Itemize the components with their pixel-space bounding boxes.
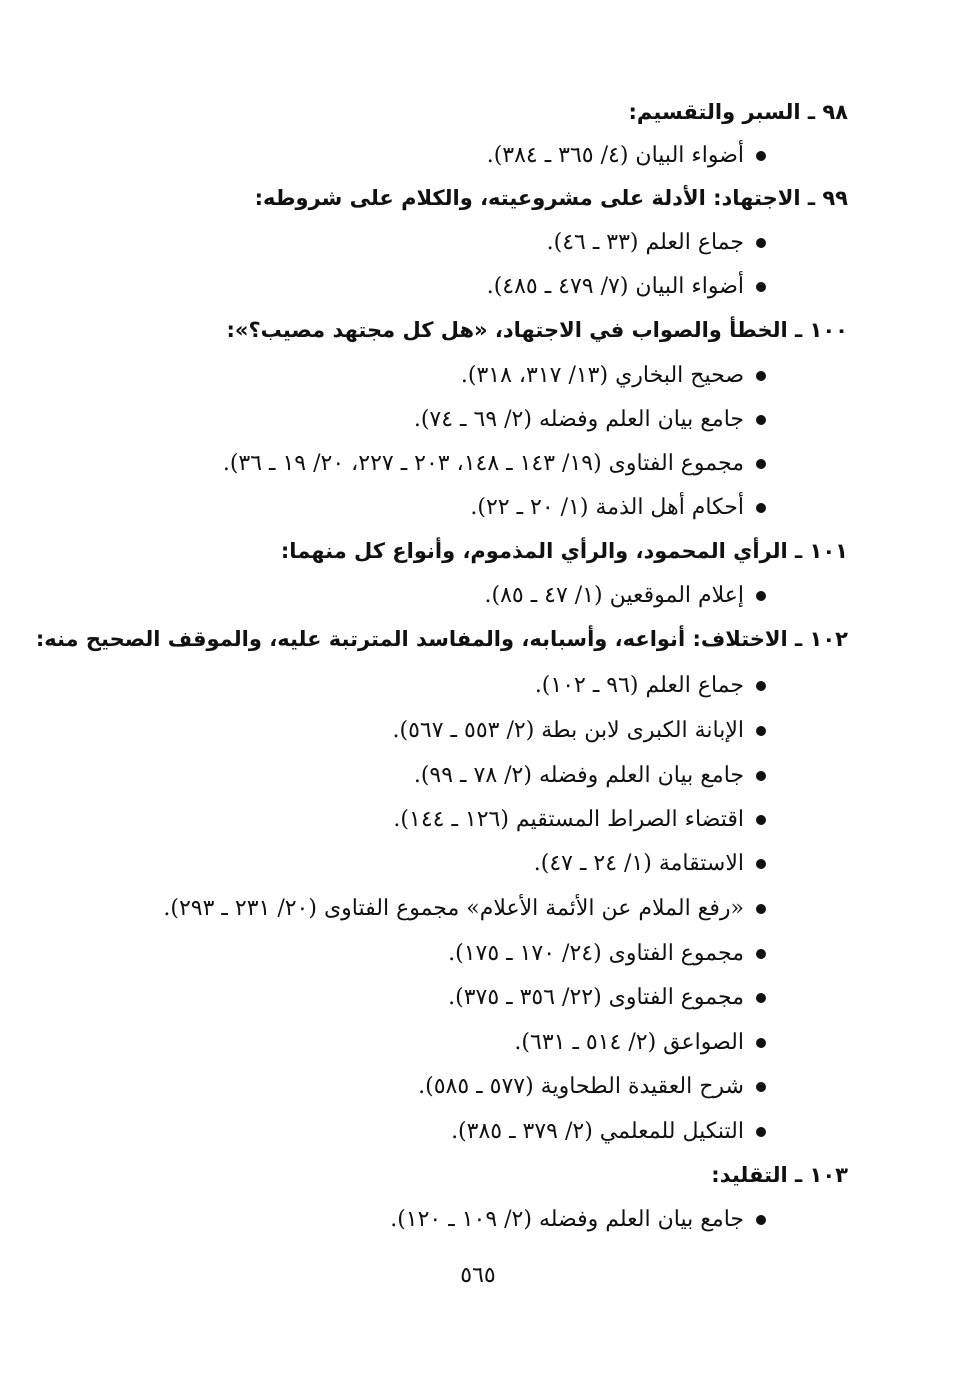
- bullet-icon: [756, 1215, 766, 1225]
- reference-text: أضواء البيان (٤/ ٣٦٥ ـ ٣٨٤).: [486, 143, 744, 168]
- reference-item: [487, 145, 766, 167]
- reference-text: اقتضاء الصراط المستقيم (١٢٦ ـ ١٤٤).: [393, 807, 744, 832]
- reference-item: [487, 276, 766, 298]
- page-number: ٥٦٥: [460, 1263, 496, 1288]
- bullet-icon: [756, 1082, 766, 1092]
- section-heading: ٩٨ ـ السبر والتقسيم:: [628, 100, 848, 124]
- reference-item: [470, 497, 766, 519]
- bullet-icon: [756, 681, 766, 691]
- reference-text: أضواء البيان (٧/ ٤٧٩ ـ ٤٨٥).: [486, 274, 744, 299]
- bullet-icon: [756, 771, 766, 781]
- bullet-icon: [756, 503, 766, 513]
- reference-item: [461, 365, 766, 387]
- reference-item: [547, 232, 766, 254]
- reference-text: مجموع الفتاوى (٢٢/ ٣٥٦ ـ ٣٧٥).: [448, 985, 744, 1010]
- reference-text: جماع العلم (٣٣ ـ ٤٦).: [546, 230, 744, 255]
- reference-text: التنكيل للمعلمي (٢/ ٣٧٩ ـ ٣٨٥).: [451, 1119, 744, 1144]
- reference-item: [223, 453, 766, 475]
- reference-text: جامع بيان العلم وفضله (٢/ ١٠٩ ـ ١٢٠).: [390, 1207, 744, 1232]
- section-heading: ١٠٢ ـ الاختلاف: أنواعه، وأسبابه، والمفاسد المترتبة عليه، والموقف الصحيح منه:: [35, 627, 848, 651]
- bullet-icon: [756, 1038, 766, 1048]
- bullet-icon: [756, 371, 766, 381]
- bullet-icon: [756, 859, 766, 869]
- section-heading: ١٠١ ـ الرأي المحمود، والرأي المذموم، وأنواع كل منهما:: [280, 539, 848, 563]
- reference-item: [414, 409, 766, 431]
- reference-item: [414, 765, 766, 787]
- reference-item: [451, 1121, 766, 1143]
- bullet-icon: [756, 282, 766, 292]
- bullet-icon: [756, 904, 766, 914]
- bullet-icon: [756, 993, 766, 1003]
- bullet-icon: [756, 415, 766, 425]
- reference-text: صحيح البخاري (١٣/ ٣١٧، ٣١٨).: [460, 363, 744, 388]
- reference-text: شرح العقيدة الطحاوية (٥٧٧ ـ ٥٨٥).: [418, 1074, 744, 1099]
- bullet-icon: [756, 726, 766, 736]
- reference-text: الإبانة الكبرى لابن بطة (٢/ ٥٥٣ ـ ٥٦٧).: [392, 718, 744, 743]
- reference-text: إعلام الموقعين (١/ ٤٧ ـ ٨٥).: [484, 583, 744, 608]
- section-heading: ٩٩ ـ الاجتهاد: الأدلة على مشروعيته، والكلام على شروطه:: [254, 186, 848, 210]
- bullet-icon: [756, 1127, 766, 1137]
- reference-text: أحكام أهل الذمة (١/ ٢٠ ـ ٢٢).: [470, 495, 744, 520]
- reference-item: [418, 1076, 766, 1098]
- section-heading: ١٠٠ ـ الخطأ والصواب في الاجتهاد، «هل كل مجتهد مصيب؟»:: [226, 318, 848, 342]
- reference-text: مجموع الفتاوى (٢٤/ ١٧٠ ـ ١٧٥).: [448, 941, 744, 966]
- bullet-icon: [756, 238, 766, 248]
- reference-item: [484, 585, 766, 607]
- reference-text: الاستقامة (١/ ٢٤ ـ ٤٧).: [533, 851, 744, 876]
- reference-item: [163, 898, 766, 920]
- bullet-icon: [756, 949, 766, 959]
- reference-text: الصواعق (٢/ ٥١٤ ـ ٦٣١).: [514, 1030, 744, 1055]
- reference-item: [390, 1209, 766, 1231]
- reference-item: [448, 987, 766, 1009]
- reference-item: [514, 1032, 766, 1054]
- reference-item: [448, 943, 766, 965]
- bullet-icon: [756, 151, 766, 161]
- reference-item: [393, 809, 766, 831]
- reference-text: جامع بيان العلم وفضله (٢/ ٦٩ ـ ٧٤).: [413, 407, 744, 432]
- reference-item: [535, 675, 766, 697]
- reference-text: «رفع الملام عن الأئمة الأعلام» مجموع الفتاوى (٢٠/ ٢٣١ ـ ٢٩٣).: [163, 896, 744, 921]
- bullet-icon: [756, 815, 766, 825]
- reference-item: [534, 853, 766, 875]
- reference-item: [393, 720, 766, 742]
- section-heading: ١٠٣ ـ التقليد:: [711, 1163, 848, 1187]
- bullet-icon: [756, 459, 766, 469]
- reference-text: جامع بيان العلم وفضله (٢/ ٧٨ ـ ٩٩).: [413, 763, 744, 788]
- reference-text: جماع العلم (٩٦ ـ ١٠٢).: [534, 673, 744, 698]
- reference-text: مجموع الفتاوى (١٩/ ١٤٣ ـ ١٤٨، ٢٠٣ ـ ٢٢٧، ٢٠/ ١٩ ـ ٣٦).: [222, 451, 744, 476]
- bullet-icon: [756, 591, 766, 601]
